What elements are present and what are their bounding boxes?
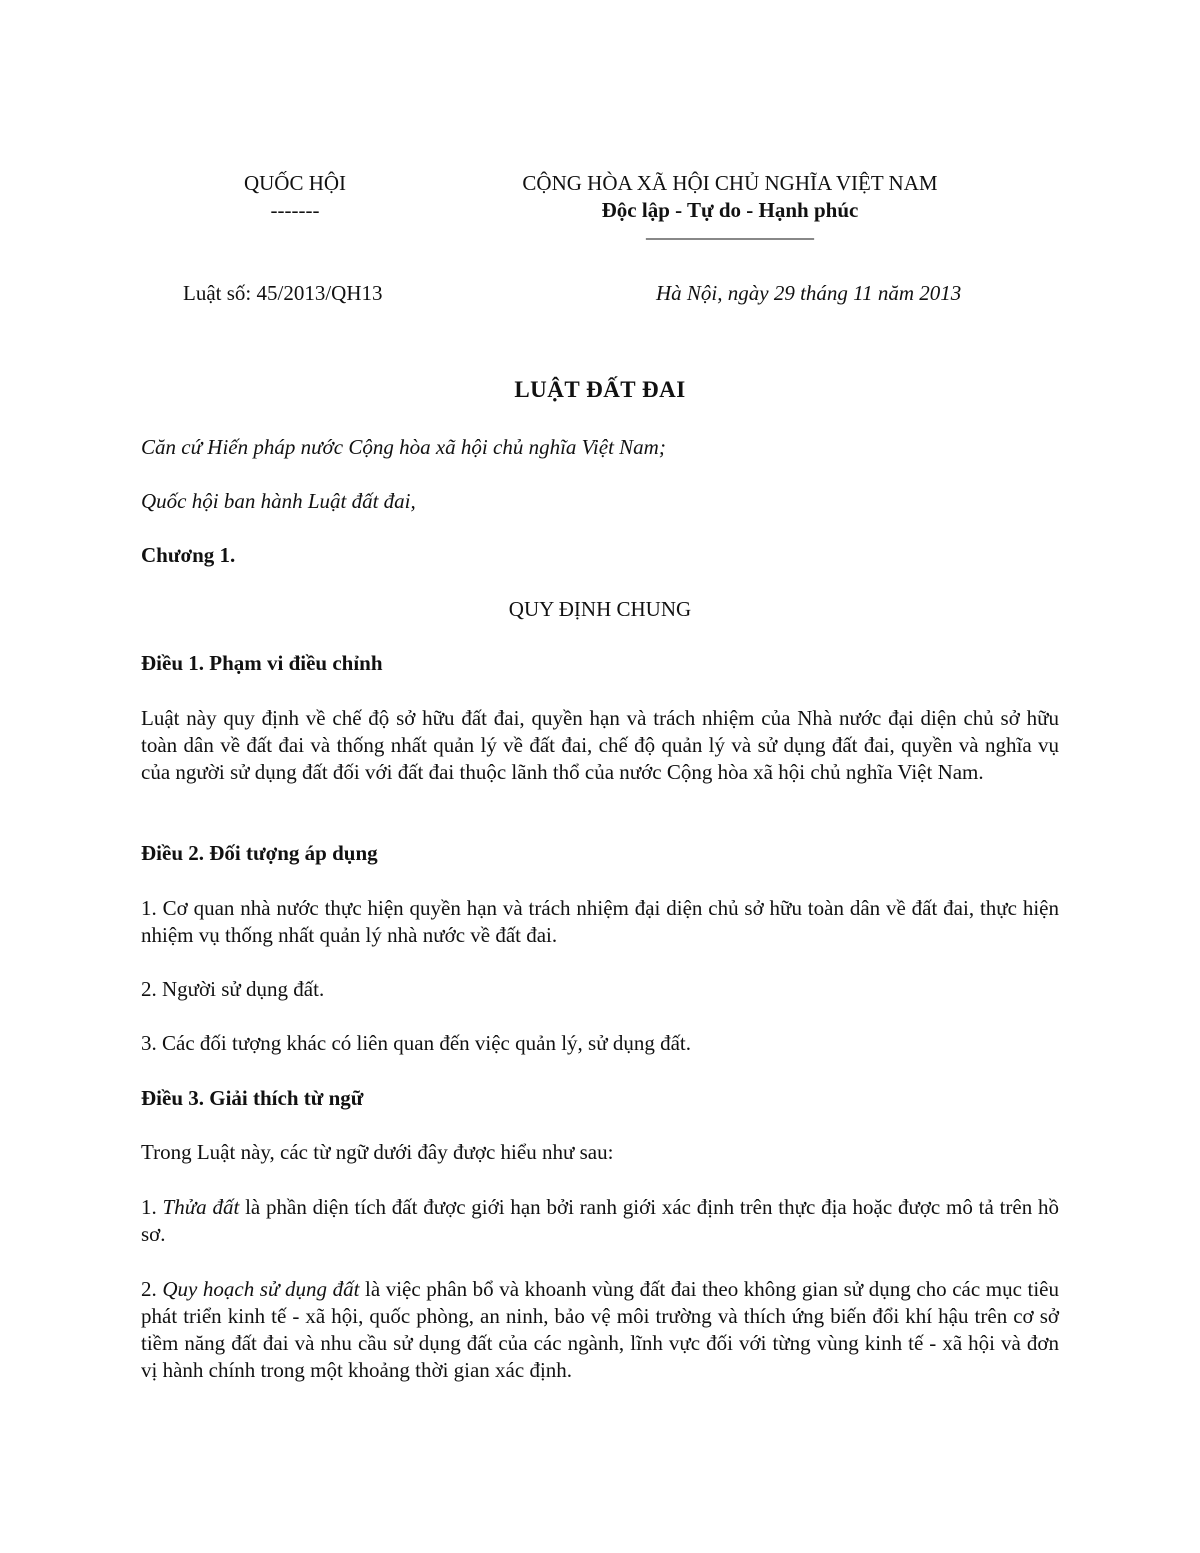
preamble-basis: Căn cứ Hiến pháp nước Cộng hòa xã hội chủ nghĩa Việt Nam; — [141, 435, 666, 459]
preamble-enactment: Quốc hội ban hành Luật đất đai, — [141, 489, 416, 513]
item-1-definition: là phần diện tích đất được giới hạn bởi ranh giới xác định trên thực địa hoặc được mô tả trên hồ sơ. — [141, 1195, 1059, 1246]
national-motto-block — [440, 170, 1020, 251]
article-3-item-1 — [141, 1194, 1059, 1248]
item-2-number: 2. — [141, 1277, 157, 1301]
issuer-name: QUỐC HỘI — [243, 171, 347, 195]
item-1-number: 1. — [141, 1195, 157, 1219]
article-2-item-1: 1. Cơ quan nhà nước thực hiện quyền hạn và trách nhiệm đại diện chủ sở hữu toàn dân về đất đai, thực hiện nhiệm vụ thống nhất quản lý nhà nước về đất đai. — [141, 896, 1059, 947]
item-1-term: Thửa đất — [162, 1195, 240, 1219]
item-2-definition: là việc phân bổ và khoanh vùng đất đai theo không gian sử dụng cho các mục tiêu phát triển kinh tế - xã hội, quốc phòng, an ninh, bảo vệ môi trường và thích ứng biến đổi khí hậu trên cơ sở tiềm năng đất đai và nhu cầu sử dụng đất của các ngành, lĩnh vực đối với từng vùng kinh tế - xã hội và đơn vị hành chính trong một khoảng thời gian xác định. — [141, 1277, 1059, 1382]
article-1-heading: Điều 1. Phạm vi điều chỉnh — [141, 651, 383, 675]
document-title: LUẬT ĐẤT ĐAI — [514, 377, 686, 402]
issuer-underline: ------- — [270, 198, 320, 222]
item-2-term: Quy hoạch sử dụng đất — [162, 1277, 360, 1301]
motto-underline: ———————— — [646, 225, 814, 249]
article-2-heading: Điều 2. Đối tượng áp dụng — [141, 841, 378, 865]
chapter-label: Chương 1. — [141, 543, 236, 567]
article-3-intro: Trong Luật này, các từ ngữ dưới đây được hiểu như sau: — [141, 1140, 614, 1164]
article-1-body: Luật này quy định về chế độ sở hữu đất đai, quyền hạn và trách nhiệm của Nhà nước đại diện chủ sở hữu toàn dân về đất đai và thống nhất quản lý về đất đai, chế độ quản lý và sử dụng đất đai, quyền và nghĩa vụ của người sử dụng đất đối với đất đai thuộc lãnh thổ của nước Cộng hòa xã hội chủ nghĩa Việt Nam. — [141, 706, 1059, 784]
chapter-title: QUY ĐỊNH CHUNG — [508, 597, 692, 621]
article-2-item-3: 3. Các đối tượng khác có liên quan đến việc quản lý, sử dụng đất. — [141, 1031, 691, 1055]
article-2-item-2: 2. Người sử dụng đất. — [141, 977, 325, 1001]
place-date: Hà Nội, ngày 29 tháng 11 năm 2013 — [656, 281, 962, 305]
national-motto: Độc lập - Tự do - Hạnh phúc — [601, 198, 859, 222]
article-3-heading: Điều 3. Giải thích từ ngữ — [141, 1086, 364, 1110]
article-3-item-2 — [141, 1276, 1059, 1384]
law-number: Luật số: 45/2013/QH13 — [183, 281, 383, 305]
country-name: CỘNG HÒA XÃ HỘI CHỦ NGHĨA VIỆT NAM — [522, 171, 938, 195]
issuer-block — [190, 170, 400, 224]
